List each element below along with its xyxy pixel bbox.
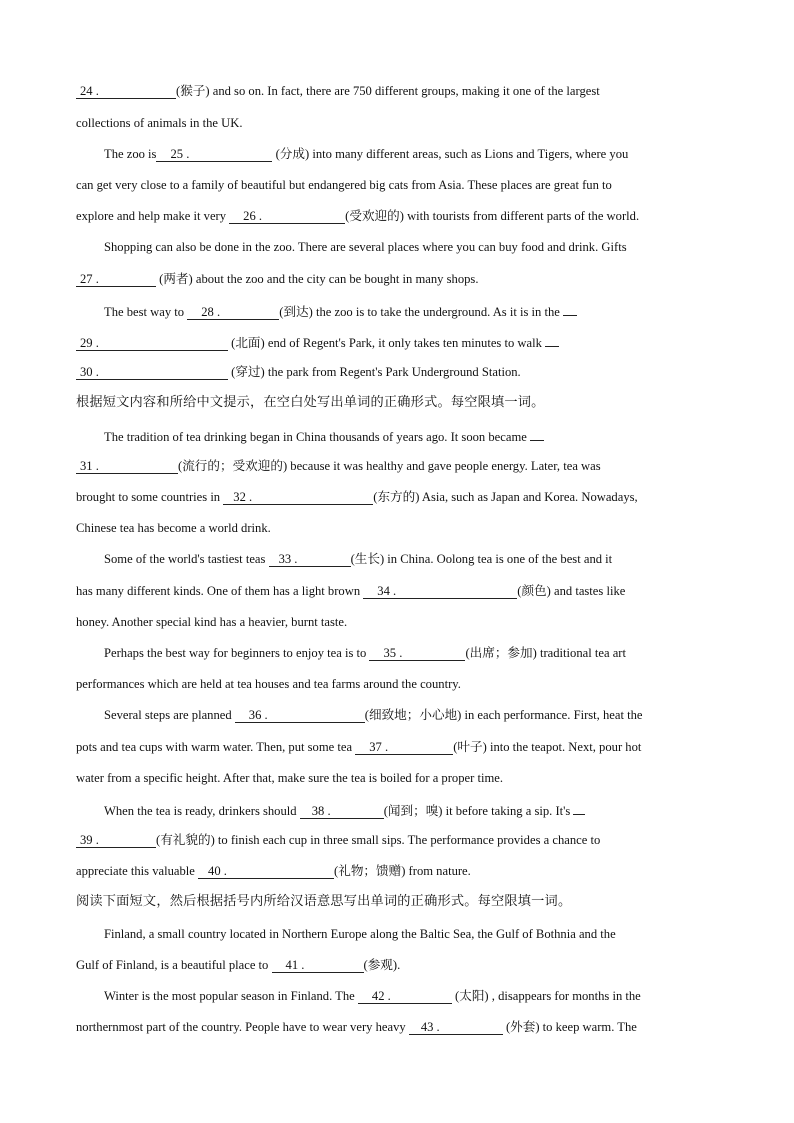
blank-28[interactable]: 28 .: [187, 305, 279, 320]
p8-line-2: pots and tea cups with warm water. Then, put some tea 37 . (叶子) into the teapot. Next, pour hot: [76, 740, 642, 754]
instruction-1: 根据短文内容和所给中文提示，在空白处写出单词的正确形式。每空限填一词。: [76, 395, 545, 410]
p6-line-3: honey. Another special kind has a heavier, burnt taste.: [76, 615, 348, 629]
blank-42[interactable]: 42 .: [358, 989, 452, 1004]
p8-line-1: Several steps are planned 36 . (细致地；小心地) in each performance. First, heat the: [104, 708, 643, 722]
p2-line-3: explore and help make it very 26 . (受欢迎的) with tourists from different parts of the world.: [76, 209, 640, 223]
p5-line-1: The tradition of tea drinking began in China thousands of years ago. It soon became: [104, 426, 544, 444]
blank-37[interactable]: 37 .: [355, 740, 453, 755]
p5-line-3: brought to some countries in 32 . (东方的) Asia, such as Japan and Korea. Nowadays,: [76, 490, 638, 504]
p3-line-1: Shopping can also be done in the zoo. There are several places where you can buy food and drink. Gifts: [104, 240, 627, 254]
blank-30-start: [545, 332, 559, 347]
blank-32[interactable]: 32 .: [223, 490, 373, 505]
p1-line-1: 24 . (猴子) and so on. In fact, there are 750 different groups, making it one of the largest: [76, 82, 600, 100]
blank-33[interactable]: 33 .: [269, 552, 351, 567]
blank-41[interactable]: 41 .: [272, 958, 364, 973]
blank-31[interactable]: 31 .: [76, 459, 178, 474]
p9-line-1: When the tea is ready, drinkers should 38 . (闻到；嗅) it before taking a sip. It's: [104, 800, 585, 818]
p4-line-1: The best way to 28 . (到达) the zoo is to take the underground. As it is in the: [104, 301, 577, 319]
p9-line-3: appreciate this valuable 40 . (礼物；馈赠) from nature.: [76, 864, 471, 878]
p4-line-3: 30 . (穿过) the park from Regent's Park Underground Station.: [76, 363, 521, 381]
p7-line-2: performances which are held at tea houses and tea farms around the country.: [76, 677, 461, 691]
p2-line-2: can get very close to a family of beautiful but endangered big cats from Asia. These places are great fun to: [76, 178, 612, 192]
blank-35[interactable]: 35 .: [369, 646, 465, 661]
blank-39[interactable]: 39 .: [76, 833, 156, 848]
blank-27[interactable]: 27 .: [76, 272, 156, 287]
p9-line-2: 39 . (有礼貌的) to finish each cup in three small sips. The performance provides a chance to: [76, 831, 600, 849]
p3-line-2: 27 . (两者) about the zoo and the city can be bought in many shops.: [76, 270, 478, 288]
instruction-2: 阅读下面短文，然后根据括号内所给汉语意思写出单词的正确形式。每空限填一词。: [76, 894, 572, 909]
p7-line-1: Perhaps the best way for beginners to enjoy tea is to 35 . (出席；参加) traditional tea art: [104, 646, 626, 660]
blank-31-start: [530, 426, 544, 441]
blank-29[interactable]: 29 .: [76, 336, 228, 351]
blank-39-start: [573, 800, 585, 815]
p10-line-1: Finland, a small country located in Northern Europe along the Baltic Sea, the Gulf of Bothnia and the: [104, 927, 616, 941]
blank-24[interactable]: 24 .: [76, 84, 176, 99]
blank-34[interactable]: 34 .: [363, 584, 517, 599]
p8-line-3: water from a specific height. After that, make sure the tea is boiled for a proper time.: [76, 771, 503, 785]
p5-line-4: Chinese tea has become a world drink.: [76, 521, 271, 535]
blank-26[interactable]: 26 .: [229, 209, 345, 224]
blank-29-start: [563, 301, 577, 316]
blank-30[interactable]: 30 .: [76, 365, 228, 380]
blank-43[interactable]: 43 .: [409, 1020, 503, 1035]
p6-line-2: has many different kinds. One of them has a light brown 34 . (颜色) and tastes like: [76, 584, 626, 598]
blank-38[interactable]: 38 .: [300, 804, 384, 819]
blank-36[interactable]: 36 .: [235, 708, 365, 723]
p2-line-1: The zoo is 25 . (分成) into many different areas, such as Lions and Tigers, where you: [104, 147, 629, 161]
p11-line-1: Winter is the most popular season in Finland. The 42 . (太阳) , disappears for months in the: [104, 989, 641, 1003]
p6-line-1: Some of the world's tastiest teas 33 . (生长) in China. Oolong tea is one of the best and it: [104, 552, 613, 566]
p10-line-2: Gulf of Finland, is a beautiful place to 41 . (参观).: [76, 958, 401, 972]
p1-line-2: collections of animals in the UK.: [76, 116, 243, 130]
p5-line-2: 31 . (流行的；受欢迎的) because it was healthy and gave people energy. Later, tea was: [76, 457, 601, 475]
blank-25[interactable]: 25 .: [156, 147, 272, 162]
blank-40[interactable]: 40 .: [198, 864, 334, 879]
p11-line-2: northernmost part of the country. People have to wear very heavy 43 . (外套) to keep warm. The: [76, 1020, 637, 1034]
p4-line-2: 29 . (北面) end of Regent's Park, it only takes ten minutes to walk: [76, 332, 559, 350]
